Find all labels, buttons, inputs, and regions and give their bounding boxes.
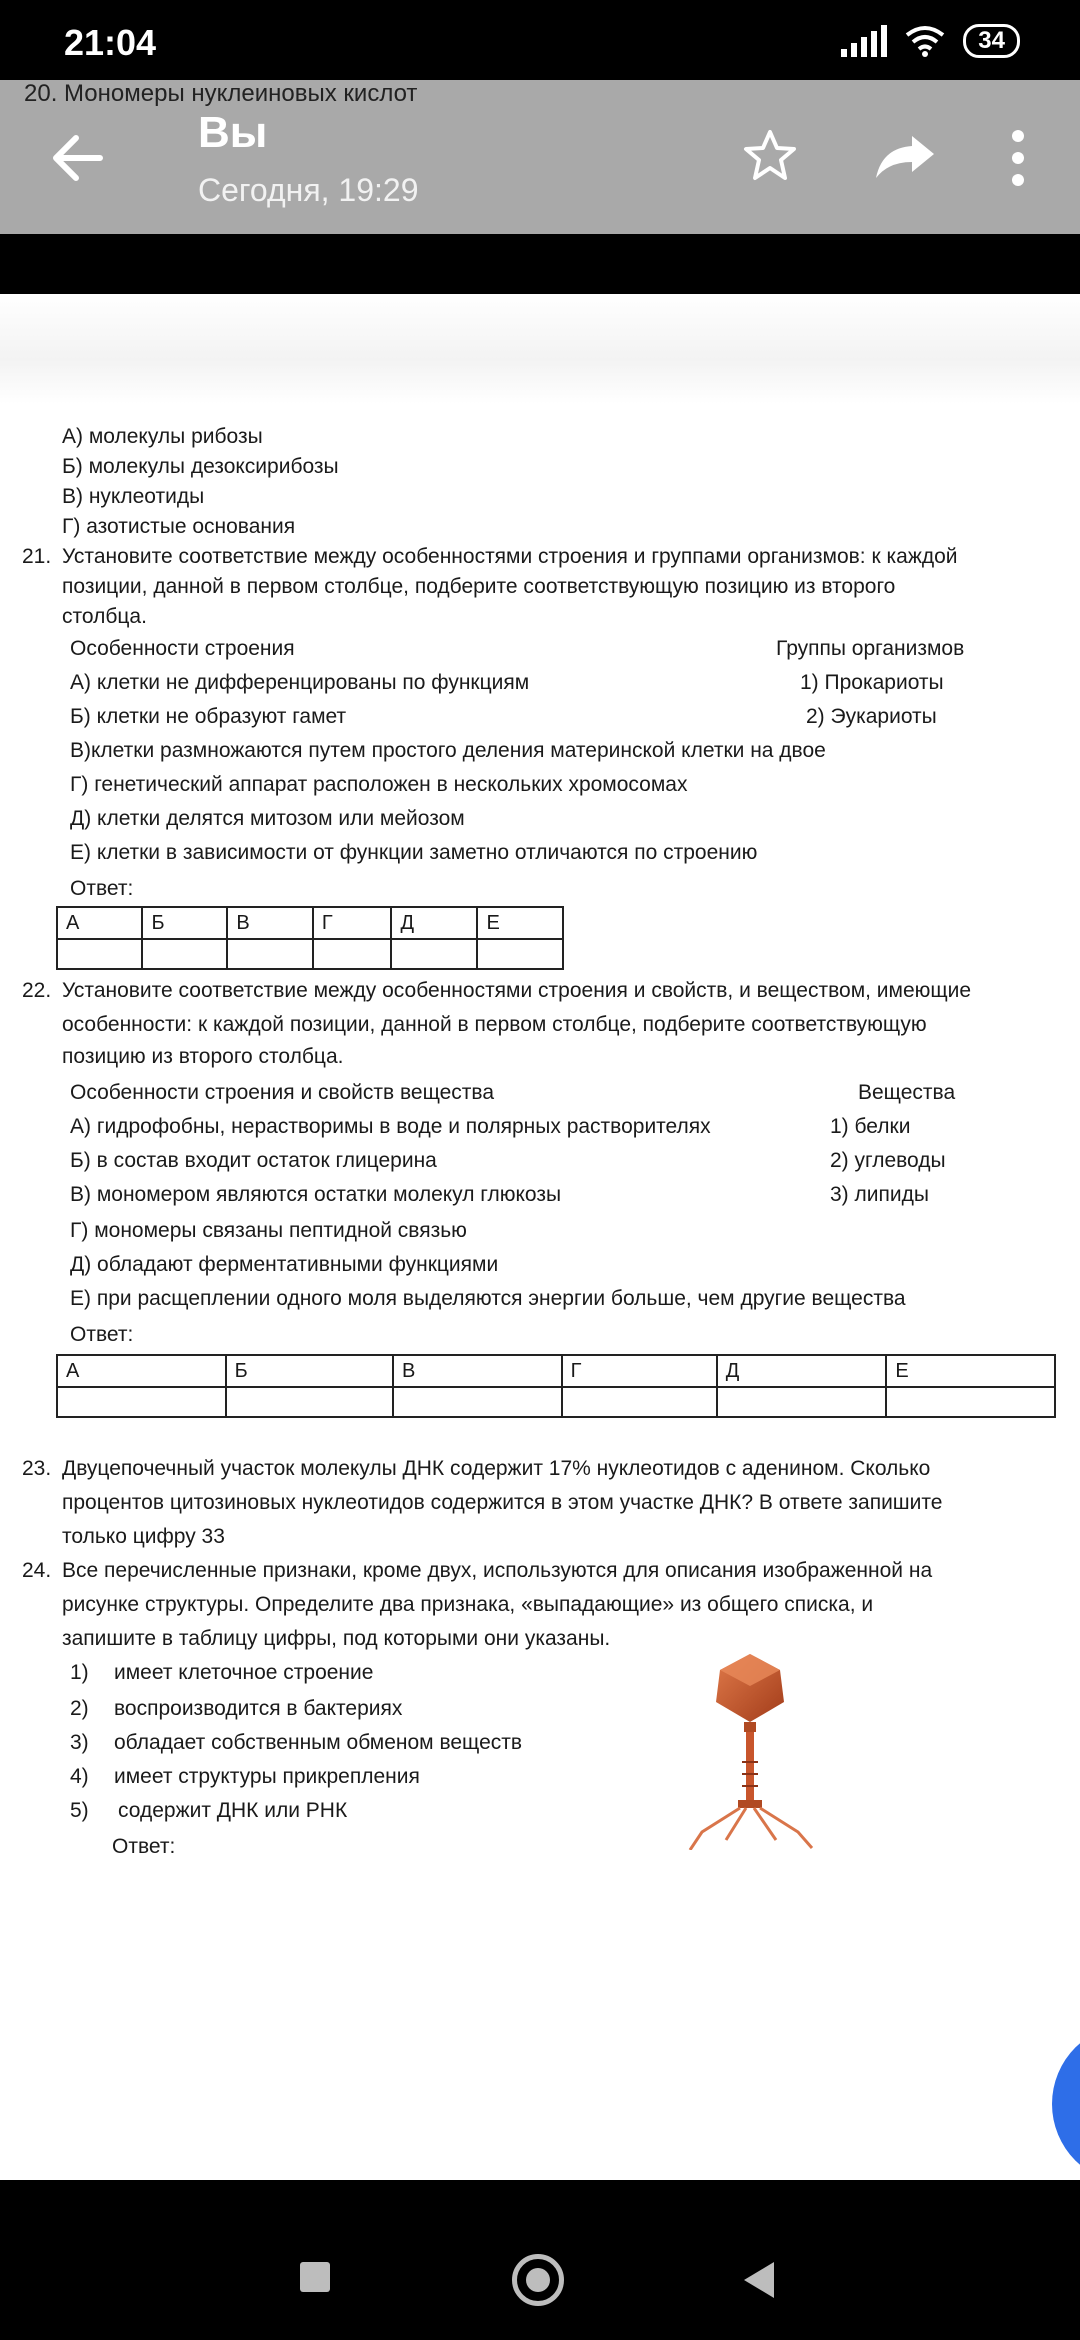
peek-text: 20. Мономеры нуклеиновых кислот (24, 80, 418, 107)
q24-item: имеет структуры прикрепления (114, 1765, 420, 1788)
q21-table-header: А (57, 907, 142, 939)
q21-answer-cell[interactable] (477, 939, 563, 969)
q21-answer-label: Ответ: (70, 877, 134, 900)
q20-option: Б) молекулы дезоксирибозы (62, 455, 339, 478)
q21-table-header: Б (142, 907, 227, 939)
q22-table-header: Г (562, 1355, 717, 1387)
q24-item-number: 4) (70, 1765, 89, 1788)
q24-number: 24. (22, 1559, 52, 1582)
back-arrow-icon[interactable] (48, 118, 108, 198)
q21-answer-cell[interactable] (142, 939, 227, 969)
q22-table-header: В (393, 1355, 562, 1387)
battery-icon: 34 (963, 24, 1020, 58)
q22-substance: 3) липиды (830, 1183, 929, 1206)
q24-item: содержит ДНК или РНК (118, 1799, 348, 1822)
q22-answer-cell[interactable] (393, 1387, 562, 1417)
q24-item: обладает собственным обменом веществ (114, 1731, 523, 1754)
q22-col2-header: Вещества (858, 1081, 956, 1104)
q21-number: 21. (22, 545, 52, 568)
q20-option: А) молекулы рибозы (62, 425, 263, 448)
q22-substance: 2) углеводы (830, 1149, 946, 1172)
q23-number: 23. (22, 1457, 52, 1480)
fab-button[interactable] (1052, 2024, 1080, 2184)
q23-text: только цифру 33 (62, 1525, 225, 1548)
q22-table-header: А (57, 1355, 226, 1387)
q22-answer-cell[interactable] (562, 1387, 717, 1417)
q22-col1-header: Особенности строения и свойств вещества (70, 1081, 495, 1104)
q24-answer-label: Ответ: (112, 1835, 176, 1858)
q21-item: В)клетки размножаются путем простого деления материнской клетки на двое (70, 739, 826, 762)
app-bar (0, 80, 1080, 234)
q22-table-header: Б (226, 1355, 393, 1387)
q22-answer-label: Ответ: (70, 1323, 134, 1346)
q22-substance: 1) белки (830, 1115, 911, 1138)
page-subtitle: Сегодня, 19:29 (198, 172, 419, 208)
q21-answer-table (56, 906, 564, 970)
q21-table-header: Е (477, 907, 563, 939)
q22-text: особенности: к каждой позиции, данной в первом столбце, подберите соответствующую (62, 1013, 927, 1036)
q24-item-number: 5) (70, 1799, 89, 1822)
q21-text: Установите соответствие между особенностями строения и группами организмов: к каждой (62, 545, 958, 568)
q21-group: 2) Эукариоты (806, 705, 937, 728)
q24-item-number: 1) (70, 1661, 89, 1684)
q21-answer-cell[interactable] (227, 939, 312, 969)
black-divider (0, 234, 1080, 294)
q21-group: 1) Прокариоты (800, 671, 944, 694)
q22-text: Установите соответствие между особенностями строения и свойств, и веществом, имеющие (62, 979, 972, 1002)
q21-text: столбца. (62, 605, 147, 628)
q22-table-header: Е (886, 1355, 1055, 1387)
q20-option: Г) азотистые основания (62, 515, 296, 538)
share-icon[interactable] (872, 132, 936, 180)
q21-answer-cell[interactable] (57, 939, 142, 969)
q21-col1-header: Особенности строения (70, 637, 295, 660)
q21-item: Г) генетический аппарат расположен в нескольких хромосомах (70, 773, 688, 796)
q21-item: Е) клетки в зависимости от функции заметно отличаются по строению (70, 841, 758, 864)
status-icons (841, 24, 1020, 58)
page-title: Вы (198, 108, 268, 157)
q22-text: позицию из второго столбца. (62, 1045, 344, 1068)
q21-table-header: Д (391, 907, 477, 939)
q24-text: рисунке структуры. Определите два признака, «выпадающие» из общего списка, и (62, 1593, 874, 1616)
status-time: 21:04 (64, 22, 157, 63)
q22-item: Б) в состав входит остаток глицерина (70, 1149, 437, 1172)
q21-table-header: Г (313, 907, 392, 939)
q22-answer-cell[interactable] (886, 1387, 1055, 1417)
q24-item-number: 2) (70, 1697, 89, 1720)
signal-icon (841, 25, 887, 57)
q21-item: Д) клетки делятся митозом или мейозом (70, 807, 465, 830)
q21-answer-cell[interactable] (391, 939, 477, 969)
q24-item: имеет клеточное строение (114, 1661, 374, 1684)
more-vert-icon[interactable] (1010, 128, 1026, 188)
q21-item: Б) клетки не образуют гамет (70, 705, 347, 728)
q20-option: В) нуклеотиды (62, 485, 205, 508)
q21-item: А) клетки не дифференцированы по функциям (70, 671, 530, 694)
q22-answer-cell[interactable] (57, 1387, 226, 1417)
q22-answer-table (56, 1354, 1056, 1418)
q22-answer-cell[interactable] (717, 1387, 887, 1417)
q22-item: А) гидрофобны, нерастворимы в воде и полярных растворителях (70, 1115, 711, 1138)
q21-text: позиции, данной в первом столбце, подберите соответствующую позицию из второго (62, 575, 896, 598)
q24-text: запишите в таблицу цифры, под которыми они указаны. (62, 1627, 611, 1650)
q22-answer-cell[interactable] (226, 1387, 393, 1417)
home-icon[interactable] (512, 2254, 564, 2306)
bacteriophage-image (680, 1650, 820, 1850)
q22-item: Г) мономеры связаны пептидной связью (70, 1219, 467, 1242)
q21-answer-cell[interactable] (313, 939, 392, 969)
q22-item: В) мономером являются остатки молекул глюкозы (70, 1183, 562, 1206)
wifi-icon (905, 25, 945, 57)
q24-item: воспроизводится в бактериях (114, 1697, 403, 1720)
q22-item: Е) при расщеплении одного моля выделяются энергии больше, чем другие вещества (70, 1287, 906, 1310)
nav-back-icon[interactable] (744, 2262, 774, 2298)
q23-text: процентов цитозиновых нуклеотидов содержится в этом участке ДНК? В ответе запишите (62, 1491, 943, 1514)
star-icon[interactable] (742, 128, 798, 184)
recents-icon[interactable] (300, 2262, 330, 2292)
q24-item-number: 3) (70, 1731, 89, 1754)
q21-col2-header: Группы организмов (776, 637, 965, 660)
page-fade (0, 294, 1080, 404)
q22-number: 22. (22, 979, 52, 1002)
q22-item: Д) обладают ферментативными функциями (70, 1253, 499, 1276)
q23-text: Двуцепочечный участок молекулы ДНК содержит 17% нуклеотидов с аденином. Сколько (62, 1457, 931, 1480)
q21-table-header: В (227, 907, 312, 939)
q22-table-header: Д (717, 1355, 887, 1387)
q24-text: Все перечисленные признаки, кроме двух, используются для описания изображенной на (62, 1559, 933, 1582)
status-bar (0, 0, 1080, 80)
